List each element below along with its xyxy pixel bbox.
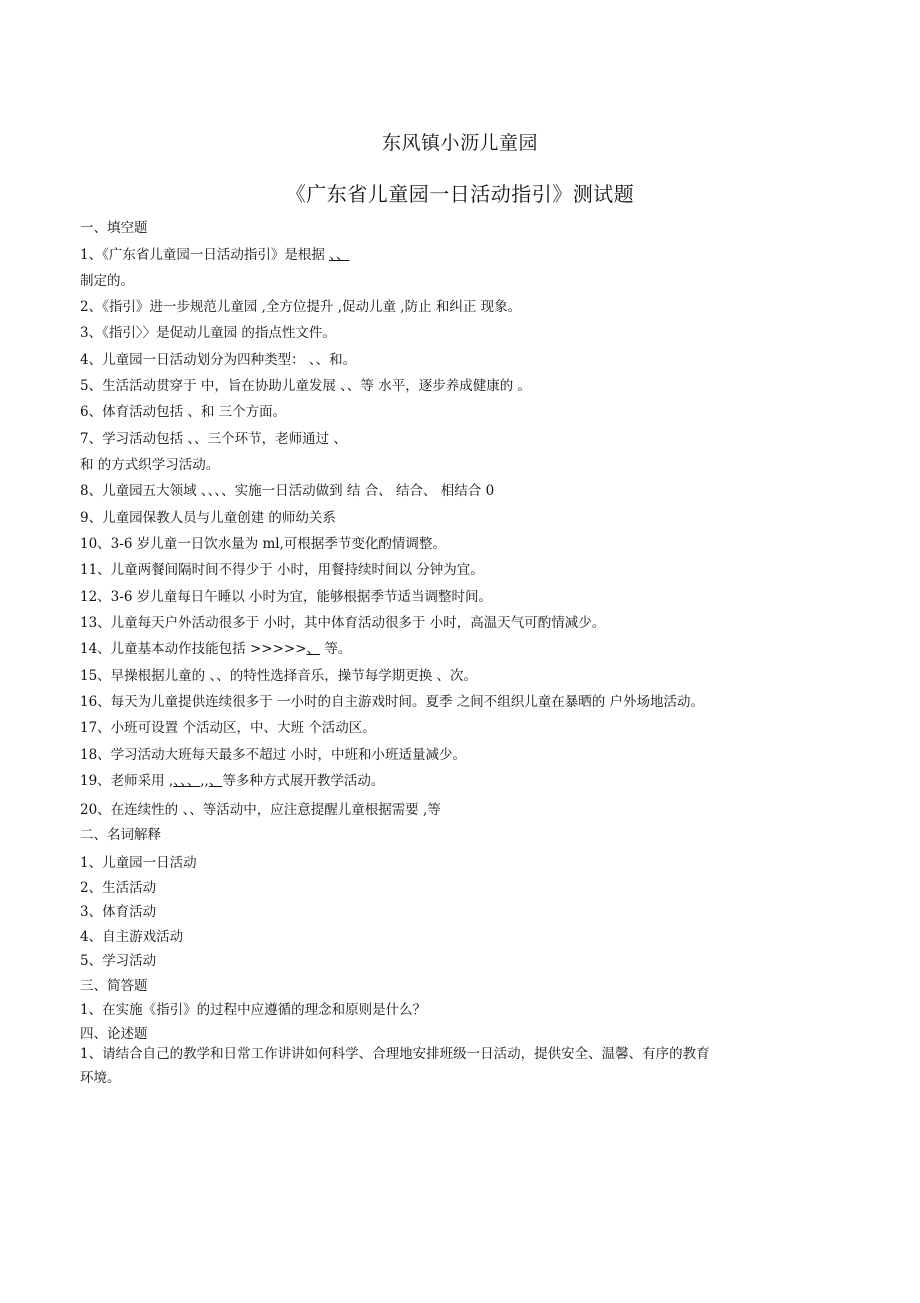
question-line: 16、每天为儿童提供连续很多于 一小时的自主游戏时间。夏季 之间不组织儿童在暴晒的 户外场地活动。 xyxy=(80,694,705,710)
question-line: 7、学习活动包括 、、三个环节，老师通过 、 xyxy=(80,431,347,447)
document-subtitle: 《广东省儿童园一日活动指引》测试题 xyxy=(285,182,635,206)
question-line: 5、生活活动贯穿于 中，旨在协助儿童发展 、、等 水平，逐步养成健康的 。 xyxy=(80,378,532,394)
question-line: 1、在实施《指引》的过程中应遵循的理念和原则是什么？ xyxy=(80,1002,427,1018)
question-line: 和 的方式织学习活动。 xyxy=(80,457,220,473)
question-line: 9、儿童园保教人员与儿童创建 的师幼关系 xyxy=(80,510,336,526)
question-line: 制定的。 xyxy=(80,273,134,289)
question-line: 13、儿童每天户外活动很多于 小时，其中体育活动很多于 小时，高温天气可酌情减少。 xyxy=(80,615,606,631)
question-line: 14、儿童基本动作技能包括 >>>>>、 等。 xyxy=(80,641,352,657)
question-line: 1、儿童园一日活动 xyxy=(80,855,197,871)
question-line: 4、自主游戏活动 xyxy=(80,929,184,945)
section-heading-short-answer: 三、简答题 xyxy=(80,978,148,994)
question-line: 1、请结合自己的教学和日常工作讲讲如何科学、合理地安排班级一日活动，提供安全、温馨、有序的教育 xyxy=(80,1046,710,1062)
section-heading-essay: 四、论述题 xyxy=(80,1026,148,1042)
section-heading-term-definitions: 二、名词解释 xyxy=(80,827,161,843)
question-line: 2、生活活动 xyxy=(80,880,157,896)
question-line: 17、小班可设置 个活动区，中、大班 个活动区。 xyxy=(80,720,376,736)
question-line: 11、儿童两餐间隔时间不得少于 小时，用餐持续时间以 分钟为宜。 xyxy=(80,562,484,578)
question-line: 18、学习活动大班每天最多不超过 小时，中班和小班适量减少。 xyxy=(80,747,466,763)
question-line: 环境。 xyxy=(80,1070,121,1086)
question-line: 1、《广东省儿童园一日活动指引》是根据 、、 xyxy=(80,247,350,263)
question-line: 19、老师采用 ,、、、,,、等多种方式展开教学活动。 xyxy=(80,773,385,789)
section-heading-fill-blank: 一、填空题 xyxy=(80,220,148,236)
question-line: 15、早操根据儿童的 、、的特性选择音乐，操节每学期更换 、次。 xyxy=(80,668,478,684)
question-line: 20、在连续性的 、、等活动中，应注意提醒儿童根据需要 ,等 xyxy=(80,802,441,818)
question-line: 4、儿童园一日活动划分为四种类型： 、、和。 xyxy=(80,352,357,368)
question-line: 8、儿童园五大领域 、、、、实施一日活动做到 结 合、 结合、 相结合 0 xyxy=(80,483,495,499)
question-line: 3、《指引〉〉是促动儿童园 的指点性文件。 xyxy=(80,325,336,341)
question-line: 10、3-6 岁儿童一日饮水量为 ml,可根据季节变化酌情调整。 xyxy=(80,536,446,552)
question-line: 5、学习活动 xyxy=(80,953,157,969)
document-title: 东风镇小沥儿童园 xyxy=(381,132,538,154)
question-line: 6、体育活动包括 、和 三个方面。 xyxy=(80,404,287,420)
question-line: 2、《指引》进一步规范儿童园 ,全方位提升 ,促动儿童 ,防止 和纠正 现象。 xyxy=(80,299,522,315)
question-line: 3、体育活动 xyxy=(80,904,157,920)
question-line: 12、3-6 岁儿童每日午睡以 小时为宜，能够根据季节适当调整时间。 xyxy=(80,589,492,605)
